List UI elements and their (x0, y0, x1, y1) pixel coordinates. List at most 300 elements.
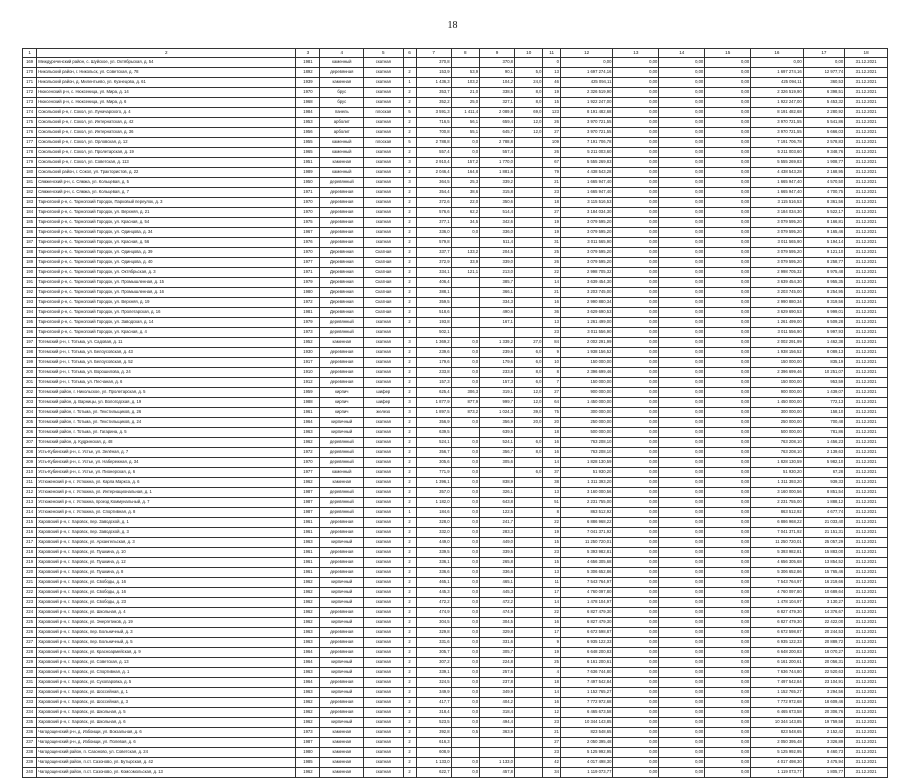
table-cell: 1962 (296, 768, 320, 778)
table-cell: 3 079 595,20 (751, 248, 803, 258)
table-cell: 7 497 542,84 (560, 678, 612, 688)
table-cell (515, 428, 543, 438)
table-cell: 873,2 (451, 408, 479, 418)
table-cell: 204,5 (480, 248, 515, 258)
table-cell: Нюксенский р-н, с. Нюксеница, ул. Мира, д. 14 (37, 88, 296, 98)
table-cell: 1952 (296, 338, 320, 348)
table-cell: 0,00 (705, 698, 751, 708)
table-cell: 0,0 (451, 488, 479, 498)
table-row (23, 78, 888, 88)
table-cell: 1977 (296, 258, 320, 268)
table-cell: 27,0 (515, 338, 543, 348)
table-cell (515, 658, 543, 668)
table-cell (515, 288, 543, 298)
table-cell: 0,00 (659, 458, 705, 468)
table-cell: 18 (543, 678, 560, 688)
table-cell: 27 (543, 208, 560, 218)
table-cell: 53,9 (451, 68, 479, 78)
table-cell: 659,4 (480, 118, 515, 128)
table-cell: Междуреченский район, с. Шуйское, ул. Октябрьская, д. 54 (37, 58, 296, 68)
table-cell: 39,0 (515, 408, 543, 418)
table-cell: 19 (543, 528, 560, 538)
table-cell: 210 (23, 468, 37, 478)
table-cell (515, 218, 543, 228)
table-cell: 0,00 (705, 708, 751, 718)
table-cell: 0,00 (613, 688, 659, 698)
table-row (23, 618, 888, 628)
table-cell: Харовский р-н, г. Харовск, ул. Школьная, д. 5 (37, 708, 296, 718)
table-cell: 350,6 (480, 198, 515, 208)
table-cell: 0,00 (613, 628, 659, 638)
table-cell: 171 (23, 78, 37, 88)
table-cell: 6 827 479,30 (560, 608, 612, 618)
table-cell: 1963 (296, 428, 320, 438)
table-row (23, 698, 888, 708)
table-cell: 31.12.2021 (845, 548, 888, 558)
table-cell: 0,00 (659, 538, 705, 548)
table-cell: 0,00 (659, 628, 705, 638)
table-cell: 0,00 (659, 68, 705, 78)
table-cell: скатная (364, 668, 403, 678)
table-cell: 27 (543, 128, 560, 138)
table-cell: 31.12.2021 (845, 128, 888, 138)
table-cell: 0,00 (613, 478, 659, 488)
table-cell: 3 639 454,30 (560, 278, 612, 288)
table-cell: 233,8 (416, 368, 451, 378)
table-cell: Сокольский р-н, г. Сокол, ул. Пролетарская, д. 19 (37, 148, 296, 158)
table-cell: 0,00 (705, 158, 751, 168)
table-cell: 6 827 479,30 (751, 608, 803, 618)
table-cell: 46 (543, 78, 560, 88)
table-cell: 2 089,8 (480, 108, 515, 118)
table-cell: 181 (23, 178, 37, 188)
table-cell: 370,8 (416, 58, 451, 68)
table-cell: 0,00 (613, 268, 659, 278)
table-cell: 4 017 498,30 (560, 758, 612, 768)
table-cell: 0,00 (613, 238, 659, 248)
table-cell: 0,00 (613, 128, 659, 138)
table-cell: 472,2 (480, 598, 515, 608)
table-cell: 0,00 (613, 448, 659, 458)
table-cell (451, 288, 479, 298)
table-cell: 0,00 (659, 258, 705, 268)
table-cell: 0,00 (659, 218, 705, 228)
table-cell: 2 (403, 358, 416, 368)
table-cell: 1 133,0 (480, 758, 515, 768)
table-cell: 0,00 (705, 418, 751, 428)
table-cell: 193,8 (416, 318, 451, 328)
table-cell: 173 (23, 98, 37, 108)
table-cell: 2 (403, 368, 416, 378)
table-cell: 25 (543, 658, 560, 668)
table-cell: 0,00 (659, 738, 705, 748)
table-cell: 31.12.2021 (845, 68, 888, 78)
table-cell: 241,7 (480, 518, 515, 528)
table-cell: 863 512,92 (560, 508, 612, 518)
table-cell: 56,1 (451, 118, 479, 128)
table-cell: 6 886 968,22 (560, 518, 612, 528)
table-cell: Харовский р-н, г. Харовск, ул. Пушкина, д. 8 (37, 568, 296, 578)
table-cell (480, 468, 515, 478)
table-cell: 0,00 (705, 558, 751, 568)
table-cell: 0,00 (705, 178, 751, 188)
table-cell: 1973 (296, 328, 320, 338)
table-cell: 700,8 (416, 128, 451, 138)
table-cell: 0,0 (451, 678, 479, 688)
table-cell: 0,00 (613, 488, 659, 498)
table-cell: 10 344 143,85 (560, 718, 612, 728)
table-cell: 2 (403, 258, 416, 268)
table-row (23, 298, 888, 308)
table-cell: 0,00 (705, 128, 751, 138)
table-row (23, 98, 888, 108)
table-cell: 500 000,00 (751, 428, 803, 438)
table-cell: 0,00 (705, 258, 751, 268)
table-cell: 31.12.2021 (845, 258, 888, 268)
table-cell: 8 460,73 (803, 748, 845, 758)
table-cell: 0,00 (705, 268, 751, 278)
table-cell: 6,0 (515, 358, 543, 368)
table-cell: 353,7 (416, 88, 451, 98)
table-cell: Тарногский р-н, с. Тарногский Городок, ул. Верхняя, д. 21 (37, 208, 296, 218)
table-cell: 4 656 305,68 (751, 558, 803, 568)
table-cell: 1961 (296, 408, 320, 418)
table-row (23, 438, 888, 448)
table-cell: деревянная (320, 198, 364, 208)
table-cell: 3 184 034,30 (560, 208, 612, 218)
table-cell: 6 465 673,58 (751, 708, 803, 718)
table-cell: скатная (364, 678, 403, 688)
table-cell: 0,00 (659, 428, 705, 438)
table-cell: 363,9 (480, 728, 515, 738)
table-cell: скатная (364, 748, 403, 758)
table-cell: 359,5 (416, 298, 451, 308)
table-cell: 0,00 (705, 518, 751, 528)
table-cell: 0,00 (659, 578, 705, 588)
table-cell: 31.12.2021 (845, 238, 888, 248)
table-cell: 0,0 (451, 448, 479, 458)
table-cell: 2 (403, 218, 416, 228)
table-cell: 8 319,56 (803, 298, 845, 308)
table-cell: 0,00 (659, 618, 705, 628)
table-cell: 0,00 (613, 648, 659, 658)
table-cell: скатная (364, 768, 403, 778)
table-cell: 1964 (296, 658, 320, 668)
table-cell: деревянный (320, 178, 364, 188)
column-number-16: 16 (751, 49, 803, 58)
table-cell: 0,00 (659, 728, 705, 738)
table-cell: 8 955,35 (803, 278, 845, 288)
table-cell: Сокольский р-н, г. Сокол, ул. Советская, д. 113 (37, 158, 296, 168)
table-row (23, 748, 888, 758)
table-cell: 7 543 764,97 (751, 578, 803, 588)
table-cell: 0,0 (451, 718, 479, 728)
table-cell: 1987 (296, 738, 320, 748)
table-cell (515, 638, 543, 648)
table-row (23, 548, 888, 558)
table-cell: Тарногский р-н, с. Тарногский Городок, ул. Промышленная, д. 15 (37, 278, 296, 288)
table-row (23, 688, 888, 698)
table-cell: 0,0 (451, 698, 479, 708)
table-cell: скатная (364, 458, 403, 468)
table-cell: 1962 (296, 618, 320, 628)
table-cell: Скатная (364, 248, 403, 258)
table-cell: 0,00 (613, 228, 659, 238)
table-cell: 2 (403, 668, 416, 678)
table-cell (515, 568, 543, 578)
table-cell: 1981 (296, 308, 320, 318)
table-cell (515, 588, 543, 598)
table-cell: деревянная (320, 638, 364, 648)
table-row (23, 408, 888, 418)
table-row (23, 318, 888, 328)
table-cell: 305,6 (416, 458, 451, 468)
table-cell: скатная (364, 128, 403, 138)
table-cell: 700,48 (803, 418, 845, 428)
table-cell: 239,6 (416, 348, 451, 358)
table-row (23, 718, 888, 728)
table-cell: 0,0 (451, 608, 479, 618)
table-cell (515, 228, 543, 238)
table-cell: 2 (403, 148, 416, 158)
table-cell: скатная (364, 348, 403, 358)
table-cell: 0,00 (705, 228, 751, 238)
table-row (23, 58, 888, 68)
table-cell: 0,00 (705, 198, 751, 208)
table-cell: 2 (403, 448, 416, 458)
table-cell: 0,00 (705, 508, 751, 518)
table-cell: 0,00 (705, 68, 751, 78)
table-cell: 2 (403, 88, 416, 98)
table-cell: 1910 (296, 368, 320, 378)
table-cell: 0,0 (451, 148, 479, 158)
table-cell: 0,00 (613, 388, 659, 398)
table-cell: 20 889,72 (803, 638, 845, 648)
table-cell: 4 (543, 668, 560, 678)
table-cell: 19 (543, 648, 560, 658)
table-cell: кирпичный (320, 588, 364, 598)
table-cell: 318,4 (416, 708, 451, 718)
table-cell: 31.12.2021 (845, 388, 888, 398)
table-cell: 19 (543, 228, 560, 238)
table-cell: 235 (23, 718, 37, 728)
table-cell: 31.12.2021 (845, 408, 888, 418)
table-cell: 0,00 (705, 308, 751, 318)
table-row (23, 468, 888, 478)
table-cell: скатная (364, 78, 403, 88)
table-cell: 31.12.2021 (845, 588, 888, 598)
table-cell: кирпичный (320, 668, 364, 678)
table-cell: кирпичный (320, 658, 364, 668)
table-cell: 5 125 992,95 (751, 748, 803, 758)
table-cell: 0,00 (659, 408, 705, 418)
table-cell: 1972 (296, 298, 320, 308)
table-cell: 823 548,65 (560, 728, 612, 738)
table-cell: 31 (543, 238, 560, 248)
table-cell (451, 278, 479, 288)
table-cell: 3 (403, 158, 416, 168)
table-cell: Харовский р-н, г. Харовск, ул. Советская, д. 13 (37, 658, 296, 668)
table-cell: 304,5 (480, 618, 515, 628)
table-cell: 31.12.2021 (845, 558, 888, 568)
table-cell: 0,00 (613, 208, 659, 218)
table-cell: 1 (403, 508, 416, 518)
table-cell: 10 251,07 (803, 368, 845, 378)
table-cell: 196 (23, 328, 37, 338)
table-cell: 0,00 (659, 198, 705, 208)
table-cell: 1963 (296, 538, 320, 548)
table-cell: 31.12.2021 (845, 108, 888, 118)
table-row (23, 628, 888, 638)
table-row (23, 218, 888, 228)
table-cell: 31.12.2021 (845, 748, 888, 758)
table-cell: 0,00 (659, 658, 705, 668)
table-cell: 494,4 (480, 718, 515, 728)
table-row (23, 638, 888, 648)
table-cell: скатная (364, 728, 403, 738)
table-cell: плоская (364, 108, 403, 118)
table-cell: 2 (403, 638, 416, 648)
table-cell: 2 (403, 738, 416, 748)
table-cell: 20 244,53 (803, 628, 845, 638)
table-cell: 0,00 (613, 118, 659, 128)
table-cell: 8 254,95 (803, 288, 845, 298)
table-cell: 1 311 393,20 (560, 478, 612, 488)
table-cell: деревянная (320, 648, 364, 658)
table-cell: каменная (320, 748, 364, 758)
table-cell: скатная (364, 68, 403, 78)
table-cell: 31.12.2021 (845, 138, 888, 148)
table-cell: 5,0 (515, 68, 543, 78)
table-cell: 0,00 (705, 638, 751, 648)
table-cell: Сямженский р-н, с. Сямжа, ул. Кольцевая, д. 5 (37, 178, 296, 188)
table-cell: 103,2 (451, 78, 479, 88)
table-cell: 465,1 (416, 578, 451, 588)
table-cell: 31.12.2021 (845, 758, 888, 768)
table-cell: 0,00 (659, 108, 705, 118)
table-cell: 31.12.2021 (845, 158, 888, 168)
table-cell: 372,9 (416, 258, 451, 268)
table-cell: 0,00 (613, 518, 659, 528)
table-cell: 2 002 291,99 (751, 338, 803, 348)
table-cell: каменный (320, 58, 364, 68)
table-cell: 222 (23, 588, 37, 598)
table-cell: 0,00 (705, 388, 751, 398)
table-cell: 169 (23, 58, 37, 68)
table-cell: 3 011 556,90 (560, 328, 612, 338)
table-cell: кирпич (320, 398, 364, 408)
table-cell: 0,0 (451, 548, 479, 558)
table-cell: 300 000,00 (560, 408, 612, 418)
table-cell: 31.12.2021 (845, 568, 888, 578)
table-cell: 5 393 982,81 (560, 548, 612, 558)
table-cell: 3 629 690,53 (751, 308, 803, 318)
table-cell: 31.12.2021 (845, 668, 888, 678)
table-cell: Скатная (364, 258, 403, 268)
table-cell: скатная (364, 448, 403, 458)
table-cell: 0,00 (613, 458, 659, 468)
table-cell: 0,00 (613, 558, 659, 568)
table-cell: 524,1 (416, 438, 451, 448)
table-cell: 0,00 (659, 698, 705, 708)
table-cell: 6 161 200,61 (751, 658, 803, 668)
table-cell: 0,0 (451, 558, 479, 568)
table-cell: Чагодощенский район, п. Сазоново, ул. Советская, д. 24 (37, 748, 296, 758)
table-cell: 27 (543, 738, 560, 748)
table-cell: скатная (364, 468, 403, 478)
table-cell: 237 (23, 738, 37, 748)
table-cell: 38,6 (451, 188, 479, 198)
table-row (23, 338, 888, 348)
table-cell: 0,00 (705, 318, 751, 328)
table-cell: 227 (23, 638, 37, 648)
table-cell: Тарногский р-н, с. Тарногский Городок, ул. Одинцова, д. 39 (37, 248, 296, 258)
table-cell: 8 191 482,68 (560, 108, 612, 118)
table-cell: Харовский р-н, г. Харовск, ул. Свободы, д. 16 (37, 578, 296, 588)
table-cell: 2 (403, 608, 416, 618)
table-cell: 445,3 (480, 588, 515, 598)
table-cell: 2 (403, 768, 416, 778)
table-cell: 1 024,3 (480, 408, 515, 418)
table-cell: скатная (364, 478, 403, 488)
table-cell: 5 (403, 108, 416, 118)
table-cell: 217 (23, 538, 37, 548)
table-cell: 5 306 652,86 (751, 568, 803, 578)
table-cell: 2 (403, 268, 416, 278)
table-cell: Скатная (364, 278, 403, 288)
table-cell: 2 998 705,32 (751, 268, 803, 278)
table-cell: 8,0 (515, 368, 543, 378)
table-cell: 24,0 (515, 78, 543, 88)
table-cell: 5 211 003,60 (560, 148, 612, 158)
table-row (23, 358, 888, 368)
table-cell: 19 759,58 (803, 718, 845, 728)
table-cell: 1 888,12 (803, 498, 845, 508)
table-cell: 0,0 (451, 708, 479, 718)
table-cell: 51 (543, 498, 560, 508)
table-cell: 0,00 (705, 448, 751, 458)
table-cell: 1975 (296, 218, 320, 228)
table-cell: 0,00 (613, 678, 659, 688)
table-cell: 0,00 (803, 58, 845, 68)
table-cell: Скатная (364, 308, 403, 318)
table-cell: 0,00 (613, 308, 659, 318)
table-cell: 26 (543, 258, 560, 268)
table-cell: 237,8 (480, 678, 515, 688)
table-cell: 212 (23, 488, 37, 498)
table-cell: Харовский р-н, г. Харовск, ул. Шоссейная, д. 1 (37, 688, 296, 698)
table-cell: 1979 (296, 278, 320, 288)
table-cell: 0,00 (659, 358, 705, 368)
table-cell: 2 (403, 498, 416, 508)
table-cell: деревянная (320, 708, 364, 718)
table-cell: 406,4 (416, 278, 451, 288)
table-cell: 329,8 (480, 628, 515, 638)
table-cell: 953,59 (803, 378, 845, 388)
table-cell: 3 970 721,55 (560, 118, 612, 128)
table-cell: 2 (403, 538, 416, 548)
table-cell: 0,0 (451, 378, 479, 388)
table-cell: 0,00 (705, 548, 751, 558)
table-cell (515, 748, 543, 758)
table-cell: 13 (543, 318, 560, 328)
table-cell: 0,00 (705, 648, 751, 658)
table-cell: 4 760 097,80 (751, 588, 803, 598)
table-cell: 31.12.2021 (845, 248, 888, 258)
table-cell (515, 178, 543, 188)
table-cell: 1962 (296, 438, 320, 448)
table-cell: 0,00 (613, 468, 659, 478)
